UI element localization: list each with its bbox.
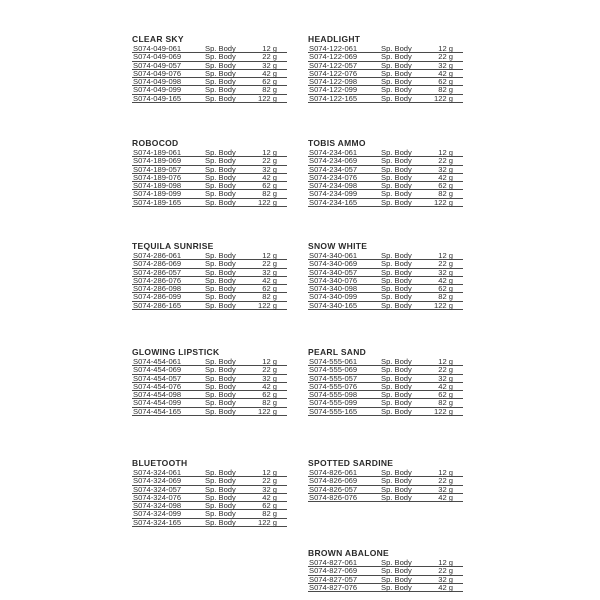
- product-code: S074-826-061: [309, 468, 358, 477]
- product-weight: 82 g: [438, 398, 453, 408]
- product-code: S074-555-057: [309, 373, 358, 383]
- product-weight: 42 g: [438, 172, 453, 182]
- product-weight: 82 g: [262, 509, 277, 519]
- product-weight: 12 g: [262, 468, 277, 477]
- product-code: S074-555-076: [309, 381, 358, 391]
- product-code: S074-324-061: [133, 468, 182, 477]
- product-weight: 62 g: [262, 181, 277, 191]
- product-weight: 42 g: [438, 492, 453, 502]
- product-group: [132, 347, 287, 416]
- product-code: S074-827-061: [309, 558, 358, 567]
- product-weight: 82 g: [262, 398, 277, 408]
- product-group: [308, 34, 463, 103]
- product-type: Sp. Body: [205, 148, 236, 157]
- product-code: S074-234-098: [309, 181, 358, 191]
- product-weight: 62 g: [438, 77, 453, 87]
- product-type: Sp. Body: [205, 365, 236, 375]
- product-code: S074-189-061: [133, 148, 182, 157]
- group-title: HEADLIGHT: [308, 34, 361, 44]
- product-type: Sp. Body: [381, 197, 412, 207]
- product-weight: 42 g: [262, 492, 277, 502]
- product-weight: 122 g: [433, 93, 453, 103]
- product-group: [132, 458, 287, 527]
- product-code: S074-049-098: [133, 77, 182, 87]
- product-weight: 62 g: [438, 284, 453, 294]
- product-weight: 32 g: [438, 60, 453, 70]
- product-type: Sp. Body: [381, 148, 412, 157]
- product-type: Sp. Body: [205, 476, 236, 486]
- product-weight: 122 g: [257, 300, 277, 310]
- product-code: S074-234-061: [309, 148, 358, 157]
- product-weight: 22 g: [262, 259, 277, 269]
- product-code: S074-049-057: [133, 60, 182, 70]
- product-code: S074-286-099: [133, 292, 182, 302]
- group-title: BROWN ABALONE: [308, 548, 390, 558]
- product-group: [308, 458, 463, 502]
- product-code: S074-340-099: [309, 292, 358, 302]
- product-type: Sp. Body: [205, 373, 236, 383]
- product-code: S074-234-076: [309, 172, 358, 182]
- product-group: [132, 138, 287, 207]
- product-type: Sp. Body: [381, 476, 412, 486]
- product-type: Sp. Body: [205, 492, 236, 502]
- product-type: Sp. Body: [205, 156, 236, 166]
- product-weight: 32 g: [262, 484, 277, 494]
- product-type: Sp. Body: [381, 468, 412, 477]
- product-weight: 22 g: [438, 365, 453, 375]
- product-weight: 32 g: [438, 373, 453, 383]
- product-weight: 122 g: [257, 517, 277, 527]
- product-type: Sp. Body: [381, 398, 412, 408]
- product-type: Sp. Body: [381, 172, 412, 182]
- product-weight: 12 g: [438, 148, 453, 157]
- product-type: Sp. Body: [205, 509, 236, 519]
- product-row: [308, 95, 463, 103]
- product-type: Sp. Body: [205, 181, 236, 191]
- group-title: SPOTTED SARDINE: [308, 458, 394, 468]
- product-type: Sp. Body: [381, 93, 412, 103]
- product-type: Sp. Body: [381, 558, 412, 567]
- product-weight: 42 g: [262, 275, 277, 285]
- product-row: [132, 519, 287, 527]
- product-type: Sp. Body: [205, 172, 236, 182]
- product-type: Sp. Body: [381, 251, 412, 260]
- product-code: S074-555-165: [309, 406, 358, 416]
- product-code: S074-234-165: [309, 197, 358, 207]
- product-type: Sp. Body: [205, 468, 236, 477]
- product-type: Sp. Body: [381, 292, 412, 302]
- product-code: S074-340-069: [309, 259, 358, 269]
- product-weight: 22 g: [438, 156, 453, 166]
- group-title: GLOWING LIPSTICK: [132, 347, 220, 357]
- product-weight: 82 g: [438, 292, 453, 302]
- product-type: Sp. Body: [381, 181, 412, 191]
- product-type: Sp. Body: [381, 44, 412, 53]
- product-type: Sp. Body: [205, 251, 236, 260]
- product-type: Sp. Body: [205, 517, 236, 527]
- product-type: Sp. Body: [205, 484, 236, 494]
- group-title: PEARL SAND: [308, 347, 367, 357]
- product-code: S074-454-057: [133, 373, 182, 383]
- product-type: Sp. Body: [381, 156, 412, 166]
- product-code: S074-049-061: [133, 44, 182, 53]
- product-type: Sp. Body: [381, 492, 412, 502]
- product-code: S074-555-098: [309, 390, 358, 400]
- product-weight: 82 g: [438, 85, 453, 95]
- product-code: S074-555-061: [309, 357, 358, 366]
- product-weight: 42 g: [438, 275, 453, 285]
- product-code: S074-454-076: [133, 381, 182, 391]
- product-weight: 122 g: [257, 197, 277, 207]
- product-weight: 32 g: [438, 164, 453, 174]
- product-code: S074-324-165: [133, 517, 182, 527]
- product-code: S074-340-076: [309, 275, 358, 285]
- product-type: Sp. Body: [205, 197, 236, 207]
- product-weight: 12 g: [438, 44, 453, 53]
- product-code: S074-286-098: [133, 284, 182, 294]
- product-type: Sp. Body: [205, 85, 236, 95]
- product-weight: 12 g: [262, 357, 277, 366]
- product-type: Sp. Body: [381, 60, 412, 70]
- product-type: Sp. Body: [205, 406, 236, 416]
- product-weight: 62 g: [438, 390, 453, 400]
- product-code: S074-122-098: [309, 77, 358, 87]
- product-weight: 22 g: [438, 52, 453, 62]
- group-title: TOBIS AMMO: [308, 138, 366, 148]
- product-weight: 32 g: [262, 60, 277, 70]
- product-weight: 22 g: [438, 476, 453, 486]
- product-type: Sp. Body: [205, 381, 236, 391]
- group-title: ROBOCOD: [132, 138, 179, 148]
- product-code: S074-189-165: [133, 197, 182, 207]
- product-code: S074-454-098: [133, 390, 182, 400]
- product-code: S074-049-165: [133, 93, 182, 103]
- product-type: Sp. Body: [381, 68, 412, 78]
- product-code: S074-555-069: [309, 365, 358, 375]
- product-code: S074-340-098: [309, 284, 358, 294]
- product-weight: 12 g: [438, 251, 453, 260]
- product-type: Sp. Body: [381, 357, 412, 366]
- product-weight: 22 g: [262, 52, 277, 62]
- product-weight: 122 g: [257, 93, 277, 103]
- product-code: S074-324-069: [133, 476, 182, 486]
- product-weight: 12 g: [438, 558, 453, 567]
- product-code: S074-324-099: [133, 509, 182, 519]
- product-code: S074-189-057: [133, 164, 182, 174]
- product-code: S074-286-057: [133, 267, 182, 277]
- product-row: [132, 408, 287, 416]
- product-code: S074-122-069: [309, 52, 358, 62]
- product-code: S074-049-099: [133, 85, 182, 95]
- product-weight: 122 g: [433, 197, 453, 207]
- product-group: [132, 241, 287, 310]
- group-title: CLEAR SKY: [132, 34, 184, 44]
- product-type: Sp. Body: [205, 259, 236, 269]
- product-weight: 32 g: [262, 164, 277, 174]
- product-type: Sp. Body: [205, 501, 236, 511]
- product-type: Sp. Body: [205, 164, 236, 174]
- product-type: Sp. Body: [381, 300, 412, 310]
- product-type: Sp. Body: [205, 357, 236, 366]
- product-type: Sp. Body: [205, 60, 236, 70]
- product-code: S074-234-069: [309, 156, 358, 166]
- product-weight: 42 g: [262, 172, 277, 182]
- product-type: Sp. Body: [381, 582, 412, 592]
- product-weight: 32 g: [438, 267, 453, 277]
- product-group: [308, 548, 463, 592]
- product-weight: 42 g: [262, 68, 277, 78]
- product-code: S074-454-061: [133, 357, 182, 366]
- product-code: S074-827-057: [309, 574, 358, 584]
- product-type: Sp. Body: [381, 275, 412, 285]
- product-weight: 122 g: [257, 406, 277, 416]
- product-type: Sp. Body: [381, 390, 412, 400]
- product-type: Sp. Body: [381, 52, 412, 62]
- product-type: Sp. Body: [381, 566, 412, 576]
- product-weight: 82 g: [262, 85, 277, 95]
- product-row: [308, 199, 463, 207]
- product-code: S074-286-076: [133, 275, 182, 285]
- product-code: S074-454-069: [133, 365, 182, 375]
- product-weight: 12 g: [262, 44, 277, 53]
- product-code: S074-827-069: [309, 566, 358, 576]
- product-weight: 122 g: [433, 406, 453, 416]
- product-type: Sp. Body: [381, 365, 412, 375]
- product-code: S074-286-069: [133, 259, 182, 269]
- product-code: S074-826-057: [309, 484, 358, 494]
- product-type: Sp. Body: [381, 406, 412, 416]
- product-code: S074-324-057: [133, 484, 182, 494]
- group-title: TEQUILA SUNRISE: [132, 241, 214, 251]
- product-code: S074-122-099: [309, 85, 358, 95]
- product-code: S074-555-099: [309, 398, 358, 408]
- product-weight: 12 g: [262, 148, 277, 157]
- product-weight: 122 g: [433, 300, 453, 310]
- product-weight: 62 g: [262, 390, 277, 400]
- product-type: Sp. Body: [205, 44, 236, 53]
- group-title: BLUETOOTH: [132, 458, 188, 468]
- product-type: Sp. Body: [205, 390, 236, 400]
- product-weight: 22 g: [438, 566, 453, 576]
- product-type: Sp. Body: [381, 164, 412, 174]
- product-row: [308, 584, 463, 592]
- product-code: S074-189-098: [133, 181, 182, 191]
- product-weight: 82 g: [262, 189, 277, 199]
- product-weight: 32 g: [262, 267, 277, 277]
- product-code: S074-340-061: [309, 251, 358, 260]
- product-type: Sp. Body: [381, 381, 412, 391]
- product-type: Sp. Body: [205, 398, 236, 408]
- product-weight: 12 g: [262, 251, 277, 260]
- product-code: S074-286-165: [133, 300, 182, 310]
- product-type: Sp. Body: [205, 93, 236, 103]
- product-weight: 82 g: [438, 189, 453, 199]
- product-code: S074-454-099: [133, 398, 182, 408]
- product-row: [132, 199, 287, 207]
- product-type: Sp. Body: [381, 373, 412, 383]
- product-weight: 32 g: [262, 373, 277, 383]
- product-type: Sp. Body: [381, 259, 412, 269]
- product-code: S074-189-069: [133, 156, 182, 166]
- product-type: Sp. Body: [205, 267, 236, 277]
- product-code: S074-189-099: [133, 189, 182, 199]
- product-weight: 42 g: [262, 381, 277, 391]
- product-row: [132, 302, 287, 310]
- product-type: Sp. Body: [381, 85, 412, 95]
- product-type: Sp. Body: [381, 484, 412, 494]
- product-code: S074-827-076: [309, 582, 358, 592]
- product-type: Sp. Body: [205, 77, 236, 87]
- product-weight: 42 g: [438, 68, 453, 78]
- product-row: [308, 302, 463, 310]
- product-code: S074-826-069: [309, 476, 358, 486]
- product-weight: 42 g: [438, 381, 453, 391]
- product-weight: 32 g: [438, 484, 453, 494]
- product-weight: 82 g: [262, 292, 277, 302]
- product-code: S074-324-098: [133, 501, 182, 511]
- product-weight: 22 g: [262, 365, 277, 375]
- product-code: S074-340-057: [309, 267, 358, 277]
- product-type: Sp. Body: [205, 275, 236, 285]
- product-group: [308, 241, 463, 310]
- product-type: Sp. Body: [381, 267, 412, 277]
- product-group: [132, 34, 287, 103]
- product-code: S074-324-076: [133, 492, 182, 502]
- product-code: S074-122-061: [309, 44, 358, 53]
- product-weight: 62 g: [438, 181, 453, 191]
- product-type: Sp. Body: [205, 284, 236, 294]
- product-code: S074-340-165: [309, 300, 358, 310]
- product-code: S074-454-165: [133, 406, 182, 416]
- product-weight: 22 g: [262, 476, 277, 486]
- product-row: [308, 494, 463, 502]
- product-code: S074-189-076: [133, 172, 182, 182]
- product-type: Sp. Body: [381, 574, 412, 584]
- product-type: Sp. Body: [205, 68, 236, 78]
- product-row: [308, 408, 463, 416]
- product-weight: 22 g: [262, 156, 277, 166]
- product-code: S074-234-099: [309, 189, 358, 199]
- product-weight: 42 g: [438, 582, 453, 592]
- product-code: S074-049-076: [133, 68, 182, 78]
- product-type: Sp. Body: [205, 292, 236, 302]
- product-type: Sp. Body: [205, 189, 236, 199]
- product-weight: 32 g: [438, 574, 453, 584]
- product-code: S074-234-057: [309, 164, 358, 174]
- product-weight: 62 g: [262, 501, 277, 511]
- product-type: Sp. Body: [205, 300, 236, 310]
- product-weight: 62 g: [262, 77, 277, 87]
- product-type: Sp. Body: [381, 189, 412, 199]
- group-title: SNOW WHITE: [308, 241, 368, 251]
- product-code: S074-122-165: [309, 93, 358, 103]
- product-weight: 22 g: [438, 259, 453, 269]
- product-code: S074-122-057: [309, 60, 358, 70]
- product-code: S074-122-076: [309, 68, 358, 78]
- product-group: [308, 138, 463, 207]
- product-weight: 12 g: [438, 357, 453, 366]
- product-type: Sp. Body: [205, 52, 236, 62]
- product-weight: 12 g: [438, 468, 453, 477]
- product-code: S074-049-069: [133, 52, 182, 62]
- product-code: S074-286-061: [133, 251, 182, 260]
- product-row: [132, 95, 287, 103]
- product-group: [308, 347, 463, 416]
- product-type: Sp. Body: [381, 284, 412, 294]
- product-type: Sp. Body: [381, 77, 412, 87]
- product-weight: 62 g: [262, 284, 277, 294]
- product-code: S074-826-076: [309, 492, 358, 502]
